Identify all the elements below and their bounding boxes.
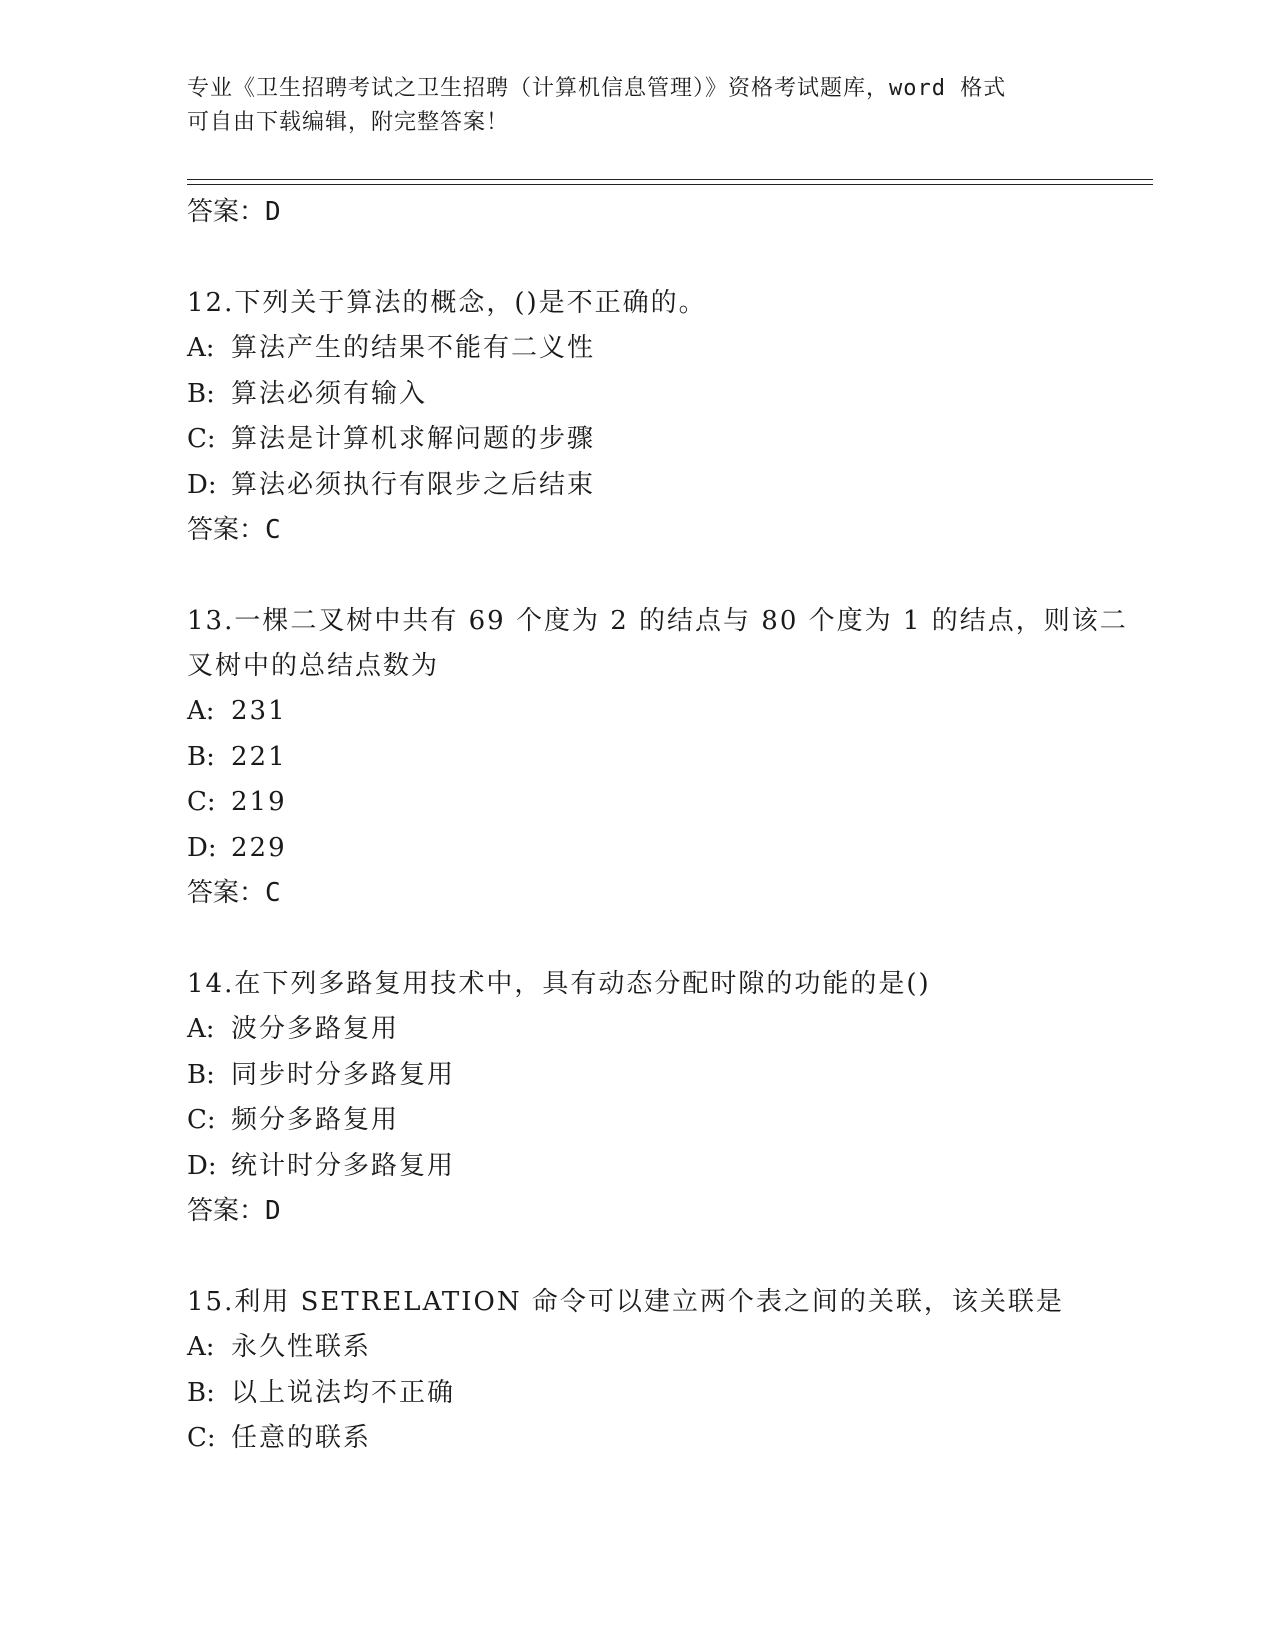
option-text: 算法产生的结果不能有二义性 [231, 333, 596, 363]
option-c [187, 780, 1147, 826]
option-b [187, 1053, 1147, 1099]
option-letter: B: [187, 1059, 215, 1090]
question-block [187, 281, 1147, 552]
question-text: 12.下列关于算法的概念，()是不正确的。 [187, 288, 707, 318]
option-letter: C: [187, 1423, 216, 1453]
option-c [187, 1098, 1147, 1144]
option-text: 算法是计算机求解问题的步骤 [231, 424, 596, 454]
question-text: 13.一棵二叉树中共有 69 个度为 2 的结点与 80 个度为 1 的结点，则该二叉树中的总结点数为 [187, 606, 1128, 681]
option-d [187, 826, 1147, 872]
option-letter: D: [187, 1150, 217, 1181]
question-text: 15.利用 SETRELATION 命令可以建立两个表之间的关联，该关联是 [187, 1287, 1064, 1317]
option-letter: D: [187, 832, 217, 863]
option-text: 231 [231, 696, 287, 726]
option-c [187, 1416, 1147, 1462]
option-letter: D: [187, 469, 217, 500]
option-text: 229 [231, 832, 287, 863]
option-b [187, 1371, 1147, 1417]
option-text: 同步时分多路复用 [231, 1059, 456, 1090]
option-b [187, 372, 1147, 418]
option-text: 以上说法均不正确 [231, 1377, 456, 1408]
option-letter: B: [187, 1377, 215, 1408]
option-c [187, 417, 1147, 463]
header-divider-top [187, 179, 1153, 180]
option-text: 219 [231, 787, 287, 817]
answer-line: 答案：C [187, 878, 281, 908]
answer-line: 答案：D [187, 1196, 281, 1226]
header-line-2: 可自由下载编辑，附完整答案！ [187, 110, 510, 135]
option-a [187, 689, 1147, 735]
option-text: 算法必须执行有限步之后结束 [231, 469, 596, 500]
option-text: 频分多路复用 [231, 1105, 400, 1135]
question-block [187, 599, 1147, 915]
option-text: 算法必须有输入 [231, 378, 428, 409]
option-text: 221 [231, 741, 287, 772]
option-a [187, 1325, 1147, 1371]
option-a [187, 1007, 1147, 1053]
header-line-1: 专业《卫生招聘考试之卫生招聘（计算机信息管理）》资格考试题库，word 格式 [187, 76, 1007, 101]
option-letter: A: [187, 333, 215, 363]
option-letter: C: [187, 424, 216, 454]
option-letter: C: [187, 1105, 216, 1135]
option-text: 统计时分多路复用 [231, 1150, 456, 1181]
document-header [187, 72, 1087, 140]
option-letter: A: [187, 1332, 215, 1362]
answer-line: 答案：D [187, 197, 281, 227]
option-text: 波分多路复用 [231, 1014, 400, 1044]
question-text: 14.在下列多路复用技术中，具有动态分配时隙的功能的是() [187, 969, 931, 999]
option-text: 任意的联系 [231, 1423, 372, 1453]
option-letter: B: [187, 741, 215, 772]
answer-line: 答案：C [187, 515, 281, 545]
option-letter: A: [187, 696, 215, 726]
option-letter: C: [187, 787, 216, 817]
question-block [187, 962, 1147, 1233]
option-text: 永久性联系 [231, 1332, 372, 1362]
option-letter: A: [187, 1014, 215, 1044]
option-letter: B: [187, 378, 215, 409]
header-divider-bottom [187, 184, 1153, 185]
option-d [187, 1144, 1147, 1190]
option-d [187, 463, 1147, 509]
question-block [187, 1280, 1147, 1462]
option-a [187, 326, 1147, 372]
question-list [187, 190, 1147, 1462]
option-b [187, 735, 1147, 781]
